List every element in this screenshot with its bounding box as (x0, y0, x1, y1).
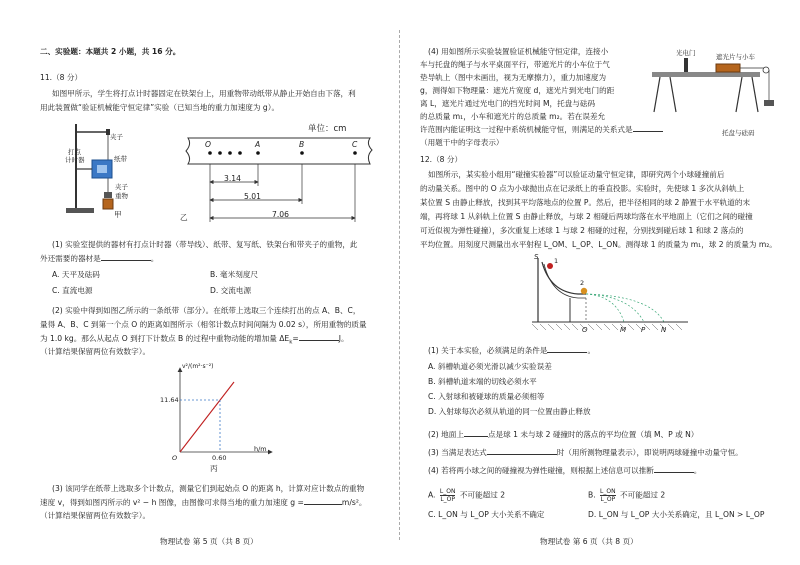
figure-collision-apparatus (530, 252, 690, 340)
figure-bing-graph (160, 362, 280, 474)
section-title: 二、实验题：本题共 2 小题，共 16 分。 (40, 47, 181, 56)
label-m: M (620, 326, 627, 334)
q4-line-4: g，测得如下物理量：遮光片宽度 d，遮光片到光电门的距 (420, 86, 615, 95)
label-cart: 遮光片与小车 (716, 53, 755, 61)
q11-3-line-2: 速度 v，得到如图丙所示的 v² − h 图像，由图像可求得当地的重力加速度 g = m/s²。 (40, 498, 367, 507)
q12-4-option-b: B. $\frac{L\_ON}{L\_OP}$ 不可能超过 2 (588, 488, 666, 503)
graph-x-axis-label: h/m (254, 445, 267, 453)
q12-1-option-a: A. 斜槽轨道必须光滑以减少实验误差 (428, 362, 552, 371)
label-tape: 纸带 (114, 155, 127, 163)
page-6 (400, 0, 800, 565)
page-5-footer: 物理试卷 第 5 页（共 8 页） (160, 537, 258, 546)
figure-yi-caption: 乙 (180, 213, 188, 222)
q12-1-option-d: D. 入射球每次必须从轨道的同一位置由静止释放 (428, 407, 591, 416)
q4-line-6: 的总质量 m₁，小车和遮光片的总质量 m₂。若在误差允 (420, 112, 606, 121)
q12-1-question: (1) 关于本实验，必须满足的条件是 。 (428, 346, 596, 355)
q11-1-line-1: (1) 实验室提供的器材有打点计时器（带导线）、纸带、复写纸、铁架台和带夹子的重物，此 (52, 240, 358, 249)
tape-dim-oc: 7.06 (272, 210, 289, 219)
q11-1-option-a: A. 天平及砝码 (52, 270, 100, 279)
label-ball-1: 1 (554, 257, 559, 265)
tape-dim-oa: 3.14 (224, 174, 241, 183)
q12-4-question: (4) 若将两小球之间的碰撞视为弹性碰撞，则根据上述信息可以推断 。 (428, 466, 702, 475)
q12-4-option-c: C. L_ON 与 L_OP 大小关系不确定 (428, 510, 545, 519)
q12-intro-line-5: 可近似视为弹性碰撞），多次重复上述球 1 与球 2 相碰的过程，分别找到碰后球 1 和球 2 落点的 (420, 226, 744, 235)
q12-1-option-c: C. 入射球和被碰球的质量必须相等 (428, 392, 545, 401)
graph-y-axis-label: v²/(m²·s⁻²) (182, 363, 214, 370)
figure-jia-caption: 甲 (114, 210, 122, 219)
q12-4-answer-blank[interactable] (654, 472, 694, 473)
q11-1-line-2: 外还需要的器材是 。 (40, 254, 159, 263)
q12-3-question: (3) 当满足表达式 时（用所测物理量表示），即说明两球碰撞中动量守恒。 (428, 448, 743, 457)
q11-1-option-c: C. 直流电源 (52, 286, 93, 295)
graph-origin-label: O (172, 454, 178, 462)
figure-bing-caption: 丙 (210, 464, 218, 473)
label-tray: 托盘与砝码 (722, 129, 755, 137)
label-n: N (661, 326, 667, 334)
page-6-footer: 物理试卷 第 6 页（共 8 页） (540, 537, 638, 546)
q12-intro-line-6: 平均位置。用刻度尺测量出水平射程 L_OM、L_OP、L_ON。测得球 1 的质量为 m₁，球 2 的质量为 m₂。 (420, 240, 777, 249)
question-12-heading: 12.（8 分） (420, 155, 463, 164)
q11-intro-line-1: 如图甲所示，学生将打点计时器固定在铁架台上，用重物带动纸带从静止开始自由下落，利 (52, 89, 356, 98)
graph-y-tick: 11.64 (160, 396, 179, 404)
q12-intro-line-4: 端，再将球 1 从斜轨上位置 S 由静止释放，与球 2 相碰后两球均落在水平地面上（它们之间的碰撞 (420, 212, 753, 221)
figure-air-track (650, 48, 780, 148)
tape-point-o: O (205, 140, 211, 149)
q11-1-option-b: B. 毫米刻度尺 (210, 270, 259, 279)
q11-1-answer-blank[interactable] (101, 260, 151, 261)
q12-4-option-a: A. $\frac{L\_ON}{L\_OP}$ 不可能超过 2 (428, 488, 506, 503)
label-s: S (534, 253, 539, 261)
tape-dim-ob: 5.01 (244, 192, 261, 201)
q4-line-8: （用题干中的字母表示） (420, 138, 504, 147)
q12-intro-line-1: 如图所示，某实验小组用“碰撞实验器”可以验证动量守恒定律，即研究两个小球碰撞前后 (428, 170, 725, 179)
q11-intro-line-2: 用此装置做“验证机械能守恒定律”实验（已知当地的重力加速度为 g）。 (40, 103, 280, 112)
label-timer-1: 打点 (68, 148, 81, 156)
q4-line-2: 车与托盘的绳子与水平桌面平行，带遮光片的小车位于气 (420, 60, 610, 69)
label-clip-bottom: 夹子 (115, 183, 128, 191)
tape-point-b: B (299, 140, 305, 149)
q12-intro-line-3: 某位置 S 由静止释放，找到其平均落地点的位置 P。然后，把半径相同的球 2 静置于水平轨道的末 (420, 198, 751, 207)
q11-2-line-4: （计算结果保留两位有效数字）。 (40, 347, 151, 356)
label-ball-2: 2 (580, 279, 585, 287)
q11-3-line-3: （计算结果保留两位有效数字）。 (40, 511, 151, 520)
q4-line-5: 离 L，遮光片通过光电门的挡光时间 M，托盘与砝码 (420, 99, 596, 108)
graph-x-tick: 0.60 (212, 454, 227, 462)
q12-2-answer-blank[interactable] (464, 436, 488, 437)
q4-line-7: 许范围内能证明这一过程中系统机械能守恒，则满足的关系式是 (420, 125, 663, 135)
label-p: P (641, 326, 646, 334)
tape-point-a: A (255, 140, 261, 149)
tape-unit-label: 单位：cm (308, 124, 347, 134)
q4-line-1: (4) 用如图所示实验装置验证机械能守恒定律，连接小 (428, 47, 609, 56)
q12-1-answer-blank[interactable] (547, 352, 587, 353)
q12-4-option-d: D. L_ON 与 L_OP 大小关系确定，且 L_ON > L_OP (588, 510, 765, 519)
q11-2-line-2: 量得 A、B、C 到第一个点 O 的距离如图所示（相邻计数点时间间隔为 0.02 s），所用重物的质量 (40, 320, 367, 329)
label-photogate: 光电门 (676, 49, 696, 57)
question-11-heading: 11.（8 分） (40, 73, 83, 82)
figure-jia-apparatus (62, 120, 132, 222)
q11-2-line-3: 为 1.0 kg。那么从起点 O 到打下计数点 B 的过程中重物动能的增加量 $\Delta E_k= J$。 (40, 334, 349, 346)
figure-yi-tape (180, 120, 380, 230)
label-timer-2: 计时器 (65, 156, 85, 164)
q11-2-answer-blank[interactable] (299, 340, 339, 341)
q12-1-option-b: B. 斜槽轨道末端的切线必须水平 (428, 377, 537, 386)
q11-2-line-1: (2) 实验中得到如图乙所示的一条纸带（部分）。在纸带上选取三个连续打出的点 A、B、C， (52, 306, 361, 315)
q4-line-3: 垫导轨上（图中未画出，视为无摩擦力），重力加速度为 (420, 73, 607, 82)
q12-2-question: (2) 地面上 点是球 1 未与球 2 碰撞时的落点的平均位置（填 M、P 或 N） (428, 430, 699, 439)
q12-intro-line-2: 的动量关系。图中的 O 点为小球抛出点在记录纸上的垂直投影。实验时，先使球 1 多次从斜轨上 (420, 184, 745, 193)
q11-3-line-1: (3) 该同学在纸带上选取多个计数点，测量它们到起始点 O 的距离 h，计算对应计数点的重物 (52, 484, 365, 493)
tape-point-c: C (352, 140, 358, 149)
label-weight: 重物 (115, 192, 128, 200)
q12-3-answer-blank[interactable] (487, 454, 557, 455)
label-clip-top: 夹子 (110, 133, 123, 141)
q11-1-option-d: D. 交流电源 (210, 286, 252, 295)
label-o: O (582, 326, 588, 334)
q11-3-answer-blank[interactable] (304, 504, 342, 505)
